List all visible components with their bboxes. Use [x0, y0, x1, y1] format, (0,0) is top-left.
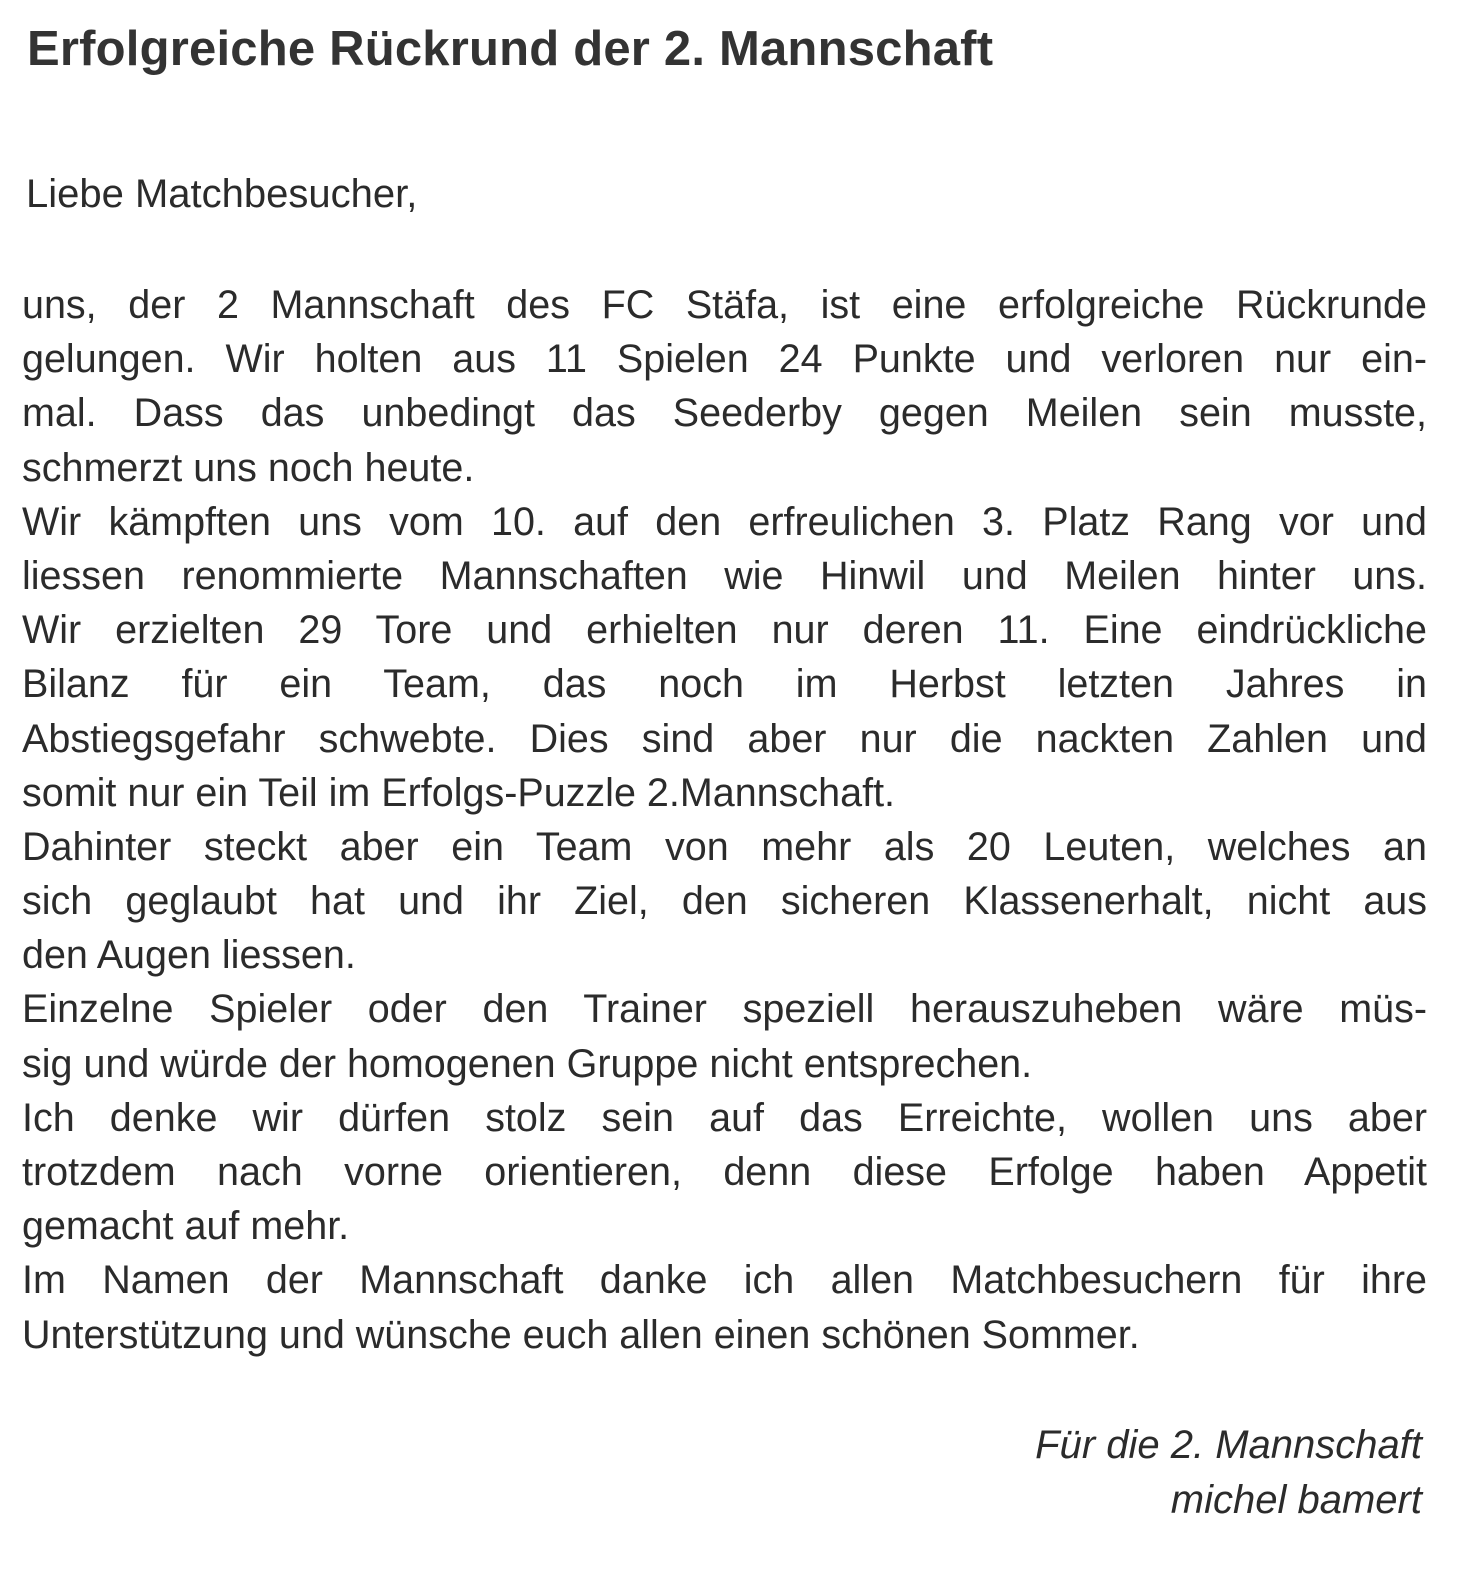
- body-line: sich geglaubt hat und ihr Ziel, den sicheren Klassenerhalt, nicht aus: [22, 879, 1427, 924]
- body-line: Wir erzielten 29 Tore und erhielten nur deren 11. Eine eindrückliche: [22, 608, 1427, 653]
- body-line: liessen renommierte Mannschaften wie Hinwil und Meilen hinter uns.: [22, 553, 1427, 598]
- body-line: gemacht auf mehr.: [22, 1204, 350, 1249]
- article-body: [22, 278, 1427, 1362]
- body-line: Bilanz für ein Team, das noch im Herbst letzten Jahres in: [22, 662, 1427, 707]
- body-line: Ich denke wir dürfen stolz sein auf das Erreichte, wollen uns aber: [22, 1095, 1427, 1140]
- body-line: Wir kämpften uns vom 10. auf den erfreulichen 3. Platz Rang vor und: [22, 499, 1427, 544]
- body-line: trotzdem nach vorne orientieren, denn diese Erfolge haben Appetit: [22, 1150, 1427, 1194]
- body-line: mal. Dass das unbedingt das Seederby gegen Meilen sein musste,: [22, 391, 1427, 436]
- body-line: schmerzt uns noch heute.: [22, 445, 475, 490]
- signature-block: [1035, 1418, 1422, 1528]
- body-line: uns, der 2 Mannschaft des FC Stäfa, ist eine erfolgreiche Rückrunde: [22, 283, 1427, 327]
- body-line: Im Namen der Mannschaft danke ich allen Matchbesuchern für ihre: [22, 1258, 1427, 1303]
- body-line: den Augen liessen.: [22, 933, 356, 978]
- body-line: Dahinter steckt aber ein Team von mehr als 20 Leuten, welches an: [22, 824, 1427, 869]
- signature-team: Für die 2. Mannschaft: [1035, 1423, 1422, 1467]
- signature-author: michel bamert: [1170, 1478, 1422, 1522]
- body-line: Einzelne Spieler oder den Trainer speziell herauszuheben wäre müs-: [22, 987, 1427, 1032]
- body-line: Abstiegsgefahr schwebte. Dies sind aber nur die nackten Zahlen und: [22, 716, 1427, 761]
- body-line: gelungen. Wir holten aus 11 Spielen 24 Punkte und verloren nur ein-: [22, 337, 1427, 382]
- body-line: Unterstützung und wünsche euch allen einen schönen Sommer.: [22, 1312, 1140, 1357]
- body-line: somit nur ein Teil im Erfolgs-Puzzle 2.Mannschaft.: [22, 770, 896, 815]
- body-line: sig und würde der homogenen Gruppe nicht entsprechen.: [22, 1041, 1033, 1086]
- salutation: Liebe Matchbesucher,: [26, 172, 418, 216]
- article-title: Erfolgreiche Rückrund der 2. Mannschaft: [27, 22, 994, 76]
